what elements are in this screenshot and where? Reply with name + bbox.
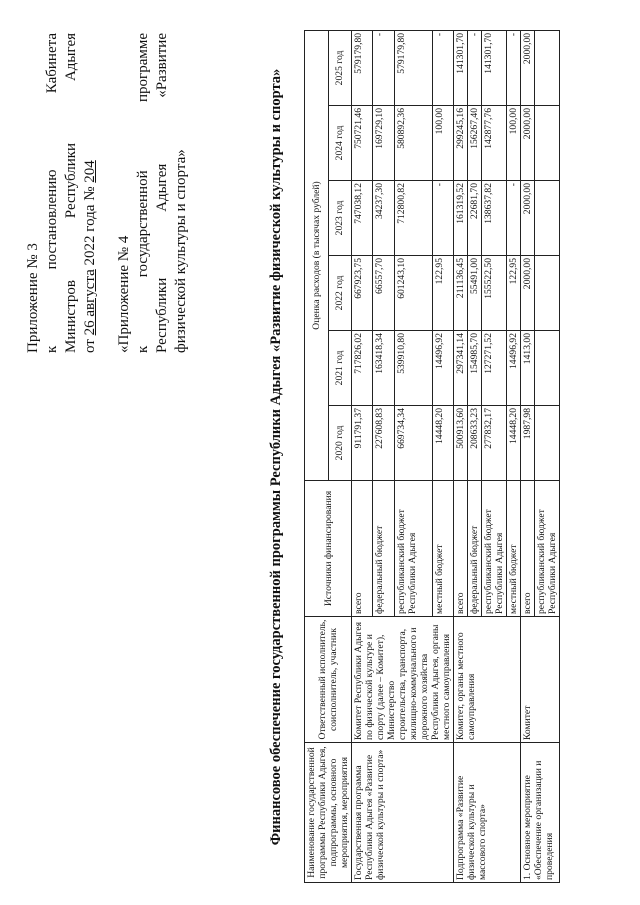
document-title: Финансовое обеспечение государственной программы Республики Адыгея «Развитие физической культуры и спорта» [268, 68, 284, 846]
appendix-line: к государственной программе [135, 33, 151, 353]
value-cell: - [468, 30, 482, 105]
value-cell: - [373, 30, 394, 105]
value-cell: - [507, 30, 521, 105]
source-cell: федеральный бюджет [468, 481, 482, 617]
executor-cell: Комитет, органы местного самоуправления [454, 617, 521, 743]
appendix-header [24, 33, 191, 353]
document-page [12, 13, 628, 893]
value-cell: 156267,40 [468, 106, 482, 181]
date-year: 2022 года № [82, 186, 98, 266]
table-row [454, 30, 468, 882]
value-cell: 277832,17 [482, 406, 507, 481]
table-row [352, 30, 373, 882]
activity-name-cell: 1. Основное мероприятие «Обеспечение организации и проведения [521, 743, 560, 883]
value-cell: 667923,75 [352, 256, 373, 331]
header-program: Наименование государственной программы Республики Адыгея, подпрограммы, основного мероприятия, мероприятия [305, 743, 352, 883]
appendix-line: физической культуры и спорта» [173, 149, 189, 353]
value-cell: 2000,00 [521, 181, 535, 256]
value-cell: 142877,76 [482, 106, 507, 181]
value-cell [535, 30, 560, 105]
value-cell: 208633,23 [468, 406, 482, 481]
source-cell: местный бюджет [507, 481, 521, 617]
value-cell: 163418,34 [373, 331, 394, 406]
value-cell: 138637,82 [482, 181, 507, 256]
value-cell: 66557,70 [373, 256, 394, 331]
source-cell: всего [352, 481, 373, 617]
value-cell: 1413,00 [521, 331, 535, 406]
table-row [521, 30, 535, 882]
value-cell: 22681,70 [468, 181, 482, 256]
value-cell [535, 406, 560, 481]
value-cell: 211136,45 [454, 256, 468, 331]
value-cell: 297341,14 [454, 331, 468, 406]
value-cell: 55491,00 [468, 256, 482, 331]
value-cell: 127271,52 [482, 331, 507, 406]
header-executor: Ответственный исполнитель, соисполнитель, участник [305, 617, 352, 743]
source-cell: местный бюджет [432, 481, 453, 617]
header-year: 2022 год [328, 256, 352, 331]
value-cell: 580892,36 [394, 106, 432, 181]
value-cell: 34237,30 [373, 181, 394, 256]
value-cell [535, 256, 560, 331]
value-cell: 154985,70 [468, 331, 482, 406]
value-cell: 579179,80 [352, 30, 373, 105]
value-cell: 750721,46 [352, 106, 373, 181]
value-cell [535, 181, 560, 256]
appendix-date-line [81, 33, 100, 353]
date-prefix: от [82, 339, 98, 353]
value-cell [535, 106, 560, 181]
document-date: 26 августа [82, 269, 98, 336]
value-cell: 2000,00 [521, 106, 535, 181]
source-cell: всего [521, 481, 535, 617]
value-cell: 579179,80 [394, 30, 432, 105]
source-cell: федеральный бюджет [373, 481, 394, 617]
value-cell: 712800,82 [394, 181, 432, 256]
value-cell: 2000,00 [521, 256, 535, 331]
value-cell: 747038,12 [352, 181, 373, 256]
value-cell: 227608,83 [373, 406, 394, 481]
value-cell: - [507, 181, 521, 256]
appendix-line: Министров Республики Адыгея [63, 33, 79, 353]
header-year: 2023 год [328, 181, 352, 256]
source-cell: республиканский бюджет Республики Адыгея [394, 481, 432, 617]
source-cell: республиканский бюджет Республики Адыгея [482, 481, 507, 617]
appendix-number: Приложение № 3 [25, 243, 41, 353]
executor-cell: Комитет [521, 617, 560, 743]
header-year: 2021 год [328, 331, 352, 406]
value-cell: 100,00 [507, 106, 521, 181]
value-cell: 14496,92 [507, 331, 521, 406]
value-cell: 669734,34 [394, 406, 432, 481]
value-cell: 299245,16 [454, 106, 468, 181]
value-cell: 122,95 [432, 256, 453, 331]
document-number: 204 [82, 160, 98, 183]
value-cell: 161319,52 [454, 181, 468, 256]
value-cell: 14448,20 [507, 406, 521, 481]
value-cell: 601243,10 [394, 256, 432, 331]
value-cell: 141301,70 [454, 30, 468, 105]
appendix-sub-number: «Приложение № 4 [116, 235, 132, 353]
financing-table [304, 30, 560, 883]
value-cell: - [432, 181, 453, 256]
header-year: 2025 год [328, 30, 352, 105]
value-cell: 500913,60 [454, 406, 468, 481]
appendix-line: Республики Адыгея «Развитие [154, 33, 170, 353]
source-cell: республиканский бюджет Республики Адыгея [535, 481, 560, 617]
subprogram-name-cell: Подпрограмма «Развитие физической культуры и массового спорта» [454, 743, 521, 883]
value-cell: 2000,00 [521, 30, 535, 105]
executor-cell: Комитет Республики Адыгея по физической культуре и спорту (далее – Комитет), Министерство строительства, транспорта, жилищно-коммунального и дорожного хозяйства Республики Адыгея, органы местного самоуправления [352, 617, 454, 743]
value-cell: 539910,80 [394, 331, 432, 406]
value-cell: 122,95 [507, 256, 521, 331]
header-source: Источники финансирования [305, 481, 352, 617]
value-cell: 14496,92 [432, 331, 453, 406]
value-cell [535, 331, 560, 406]
header-year: 2020 год [328, 406, 352, 481]
value-cell: 717826,02 [352, 331, 373, 406]
value-cell: 141301,70 [482, 30, 507, 105]
header-expense-estimate: Оценка расходов (в тысячах рублей) [305, 30, 329, 480]
value-cell: 911791,37 [352, 406, 373, 481]
value-cell: 1987,98 [521, 406, 535, 481]
value-cell: 169729,10 [373, 106, 394, 181]
program-name-cell: Государственная программа Республики Адыгея «Развитие физической культуры и спорта» [352, 743, 454, 883]
value-cell: 155522,50 [482, 256, 507, 331]
value-cell: 14448,20 [432, 406, 453, 481]
value-cell: 100,00 [432, 106, 453, 181]
value-cell: - [432, 30, 453, 105]
header-year: 2024 год [328, 106, 352, 181]
source-cell: всего [454, 481, 468, 617]
appendix-line: к постановлению Кабинета [44, 33, 60, 353]
